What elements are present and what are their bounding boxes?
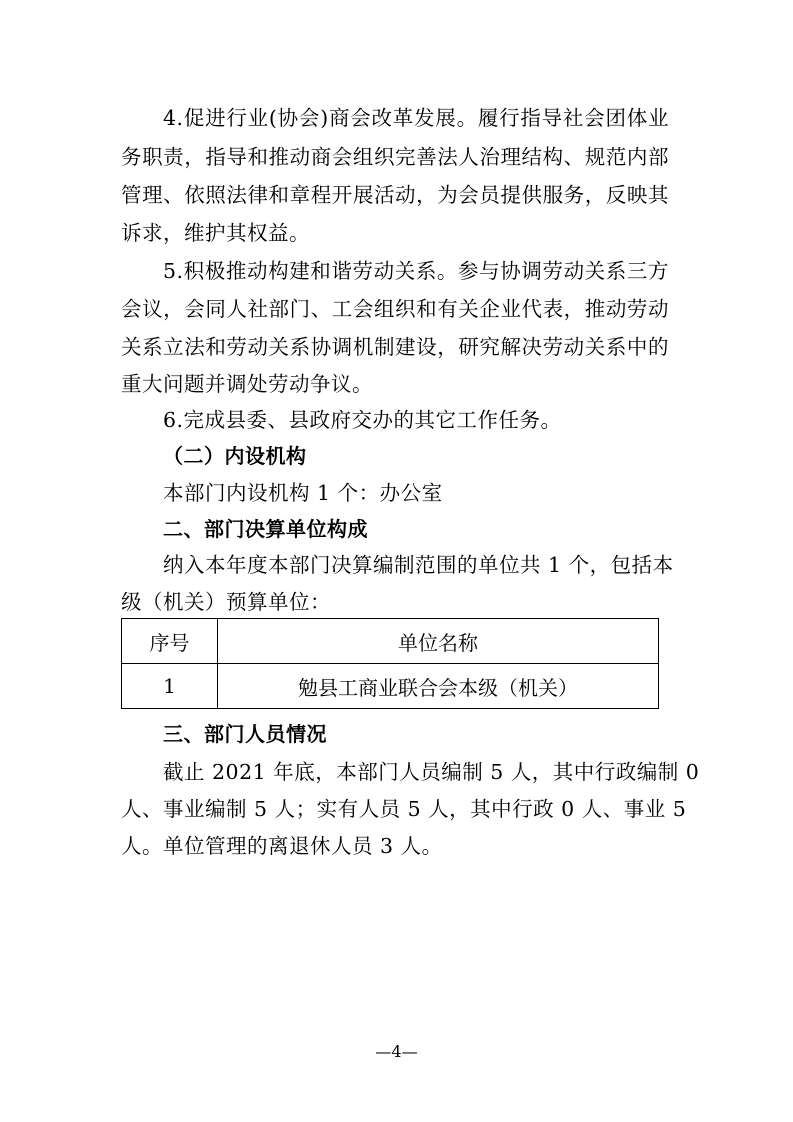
staff-line-2: 人、事业编制 5 人；实有人员 5 人，其中行政 0 人、事业 5: [121, 797, 687, 821]
page-number: —4—: [375, 1042, 418, 1061]
unit-table-cell-name: 勉县工商业联合会本级（机关）: [218, 664, 659, 709]
table-row: [122, 664, 659, 709]
duty-item-5-line-1: 5.积极推动构建和谐劳动关系。参与协调劳动关系三方: [163, 259, 669, 283]
duty-item-5-line-2: 会议，会同人社部门、工会组织和有关企业代表，推动劳动: [121, 297, 669, 321]
duty-item-4-line-1: 4.促进行业(协会)商会改革发展。履行指导社会团体业: [163, 106, 669, 130]
unit-table-cell-no: 1: [122, 664, 218, 709]
duty-item-5-line-4: 重大问题并调处劳动争议。: [121, 372, 373, 396]
internal-org-text: 本部门内设机构 1 个：办公室: [163, 481, 443, 505]
duty-item-4-line-3: 管理、依照法律和章程开展活动，为会员提供服务，反映其: [121, 183, 669, 207]
unit-composition-intro-line-2: 级（机关）预算单位：: [121, 590, 331, 614]
duty-item-5-line-3: 关系立法和劳动关系协调机制建设，研究解决劳动关系中的: [121, 335, 669, 359]
duty-item-4-line-2: 务职责，指导和推动商会组织完善法人治理结构、规范内部: [121, 145, 669, 169]
unit-composition-heading: 二、部门决算单位构成: [163, 517, 368, 541]
unit-table-header-name: 单位名称: [218, 619, 659, 664]
internal-org-heading: （二）内设机构: [163, 444, 307, 468]
unit-table: [121, 618, 659, 709]
unit-table-header-row: [122, 619, 659, 664]
duty-item-6: 6.完成县委、县政府交办的其它工作任务。: [163, 408, 562, 432]
staff-line-3: 人。单位管理的离退休人员 3 人。: [121, 834, 443, 858]
staff-heading: 三、部门人员情况: [163, 722, 327, 746]
unit-composition-intro-line-1: 纳入本年度本部门决算编制范围的单位共 1 个，包括本: [163, 553, 674, 577]
unit-table-header-no: 序号: [122, 619, 218, 664]
staff-line-1: 截止 2021 年底，本部门人员编制 5 人，其中行政编制 0: [163, 760, 700, 784]
duty-item-4-line-4: 诉求，维护其权益。: [121, 221, 310, 245]
